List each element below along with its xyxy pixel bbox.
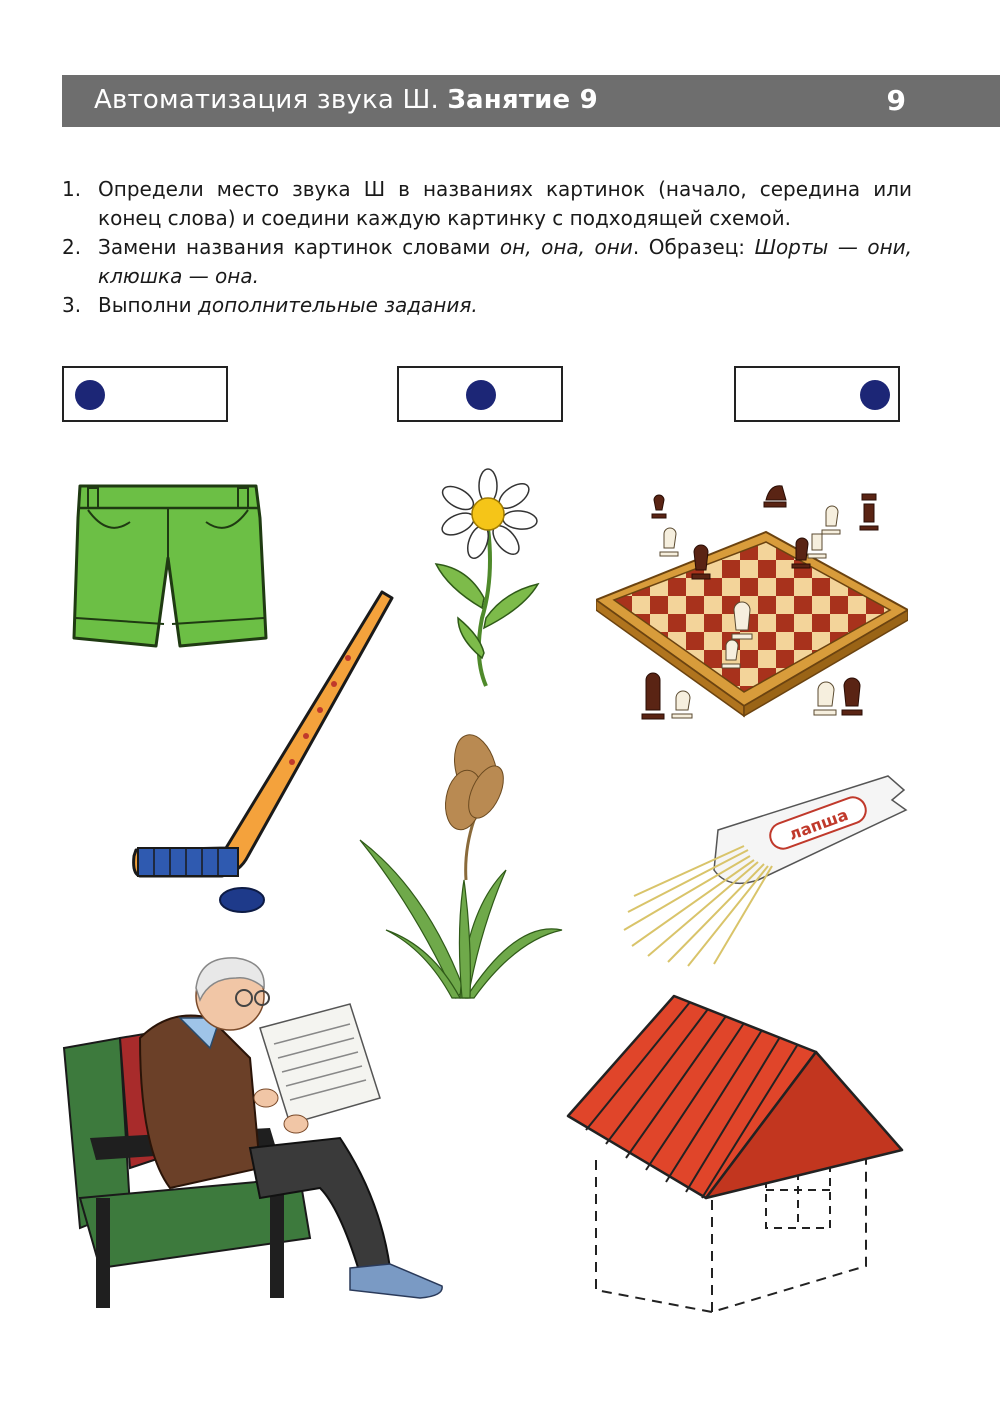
- task-text: [98, 233, 912, 291]
- chess-picture[interactable]: [596, 470, 908, 722]
- page-number: 9: [886, 84, 906, 117]
- scheme-start[interactable]: [62, 366, 228, 422]
- task-text: Определи место звука Ш в названиях картинок (начало, середина или конец слова) и соедини каждую картинку с подходящей схемой.: [98, 177, 912, 230]
- chamomile-picture[interactable]: [428, 468, 558, 690]
- sound-dot: [75, 380, 105, 410]
- scheme-middle[interactable]: [397, 366, 563, 422]
- header-title-bold: Занятие 9: [447, 85, 598, 115]
- task-text-italic: Шорты — они, клюшка — она.: [98, 235, 913, 288]
- task-item: [62, 291, 912, 320]
- task-text-plain: . Образец:: [632, 235, 755, 259]
- header-title: [94, 85, 598, 115]
- task-number: 1.: [62, 177, 82, 201]
- task-text: [98, 291, 912, 320]
- page-header: [62, 75, 1000, 127]
- task-text-italic: дополнительные задания.: [198, 293, 478, 317]
- task-text-italic: он, она, они: [499, 235, 633, 259]
- task-text-plain: Замени названия картинок словами: [98, 235, 500, 259]
- task-number: 3.: [62, 293, 82, 317]
- task-item: [62, 175, 912, 233]
- task-number: 2.: [62, 235, 82, 259]
- sound-dot: [466, 380, 496, 410]
- sound-dot: [860, 380, 890, 410]
- noodles-label: лапша: [786, 804, 851, 844]
- task-text-plain: Выполни: [98, 293, 199, 317]
- header-title-regular: Автоматизация звука Ш.: [94, 85, 439, 115]
- task-list: [62, 175, 912, 320]
- grandfather-picture[interactable]: [60, 948, 450, 1318]
- task-item: [62, 233, 912, 291]
- house-picture[interactable]: [566, 990, 906, 1315]
- scheme-end[interactable]: [734, 366, 900, 422]
- noodles-picture[interactable]: [618, 770, 910, 970]
